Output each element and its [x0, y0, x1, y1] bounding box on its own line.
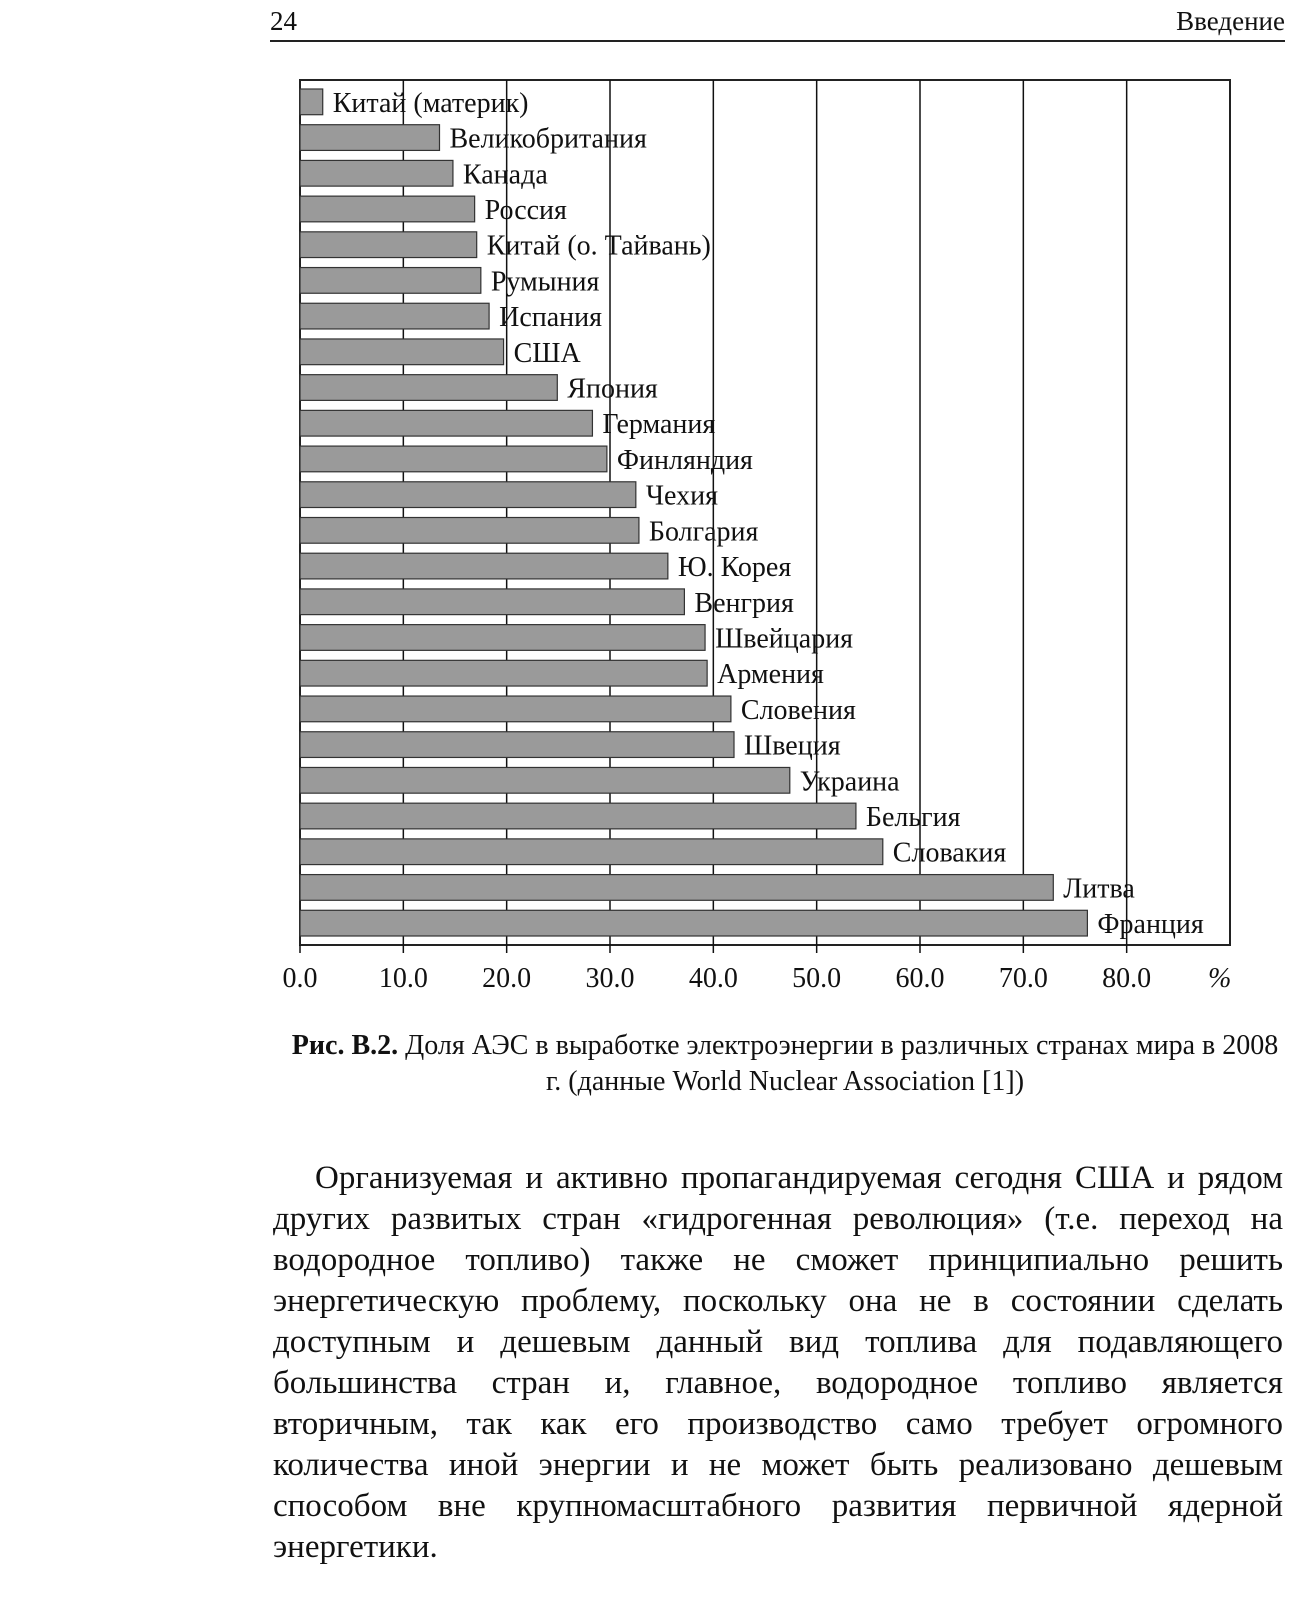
x-unit-label: %	[1208, 963, 1232, 994]
bar	[300, 589, 684, 615]
x-tick-label: 20.0	[482, 963, 532, 994]
bar	[300, 339, 504, 365]
x-tick-label: 10.0	[378, 963, 428, 994]
bar-label: Финляндия	[616, 444, 753, 476]
x-axis	[283, 945, 1232, 994]
bar-label: Швеция	[744, 730, 841, 762]
bar	[300, 732, 734, 758]
bar	[300, 303, 489, 329]
bar-label: Ю. Корея	[677, 552, 792, 584]
bar-label: США	[513, 337, 581, 369]
bar	[300, 696, 731, 722]
bar-label: Венгрия	[694, 587, 794, 619]
bar	[300, 375, 557, 401]
bar	[300, 660, 707, 686]
bar	[300, 625, 705, 651]
bar-label: Румыния	[490, 266, 600, 298]
caption-text: Доля АЭС в выработке электроэнергии в различных странах мира в 2008 г. (данные World Nuclear Association [1])	[405, 1030, 1279, 1097]
bar-label: Украина	[799, 766, 900, 798]
bar-chart	[280, 70, 1260, 1010]
bar	[300, 232, 477, 258]
x-tick-label: 0.0	[282, 963, 318, 994]
bar-label: Канада	[462, 159, 548, 191]
caption-label: Рис. В.2.	[291, 1030, 399, 1061]
bar	[300, 160, 453, 186]
bar-label: Литва	[1063, 873, 1135, 905]
bars	[300, 89, 1087, 936]
x-tick-label: 70.0	[998, 963, 1048, 994]
bar	[300, 875, 1053, 901]
bar	[300, 839, 883, 865]
section-title: Введение	[1176, 6, 1285, 36]
bar-label: Германия	[602, 409, 716, 441]
bar	[300, 125, 440, 151]
bar	[300, 553, 668, 579]
bar	[300, 482, 636, 508]
bar-label: Япония	[567, 373, 658, 405]
x-tick-label: 60.0	[895, 963, 945, 994]
bar-label: Швейцария	[715, 623, 854, 655]
x-tick-label: 50.0	[792, 963, 842, 994]
bar	[300, 803, 856, 829]
body-paragraph: Организуемая и активно пропагандируемая сегодня США и рядом других развитых стран «гидрогенная революция» (т.е. переход на водородное топливо) также не сможет принципиально решить энергетическую проблему, поскольку она не в состоянии сделать доступным и дешевым данный вид топлива для подавляющего большинства стран и, главное, водородное топливо является вторичным, так как его производство само требует огромного количества иной энергии и не может быть реализовано дешевым способом вне крупномасштабного развития первичной ядерной энергетики.	[273, 1160, 1283, 1565]
bar-label: Словакия	[892, 837, 1007, 869]
bar-label: Болгария	[648, 516, 759, 548]
bar-label: Бельгия	[865, 802, 961, 834]
bar-label: Словения	[740, 694, 856, 726]
bar	[300, 910, 1087, 936]
bar	[300, 89, 323, 115]
figure-caption	[290, 1028, 1280, 1100]
bar-label: Чехия	[645, 480, 718, 512]
page-number: 24	[270, 6, 297, 36]
bar	[300, 410, 592, 436]
x-tick-label: 80.0	[1102, 963, 1152, 994]
bar-label: Россия	[484, 194, 567, 226]
bar-label: Испания	[499, 302, 603, 334]
x-tick-label: 40.0	[688, 963, 738, 994]
bar	[300, 767, 790, 793]
bar-label: Франция	[1097, 909, 1204, 941]
bar	[300, 446, 607, 472]
bar-label: Армения	[717, 659, 824, 691]
bar	[300, 196, 475, 222]
bar-label: Китай (материк)	[332, 87, 529, 119]
bar-label: Китай (о. Тайвань)	[486, 230, 711, 262]
x-tick-label: 30.0	[585, 963, 635, 994]
running-head	[270, 0, 1285, 42]
bar	[300, 268, 481, 294]
bar	[300, 517, 639, 543]
bar-label: Великобритания	[449, 123, 647, 155]
